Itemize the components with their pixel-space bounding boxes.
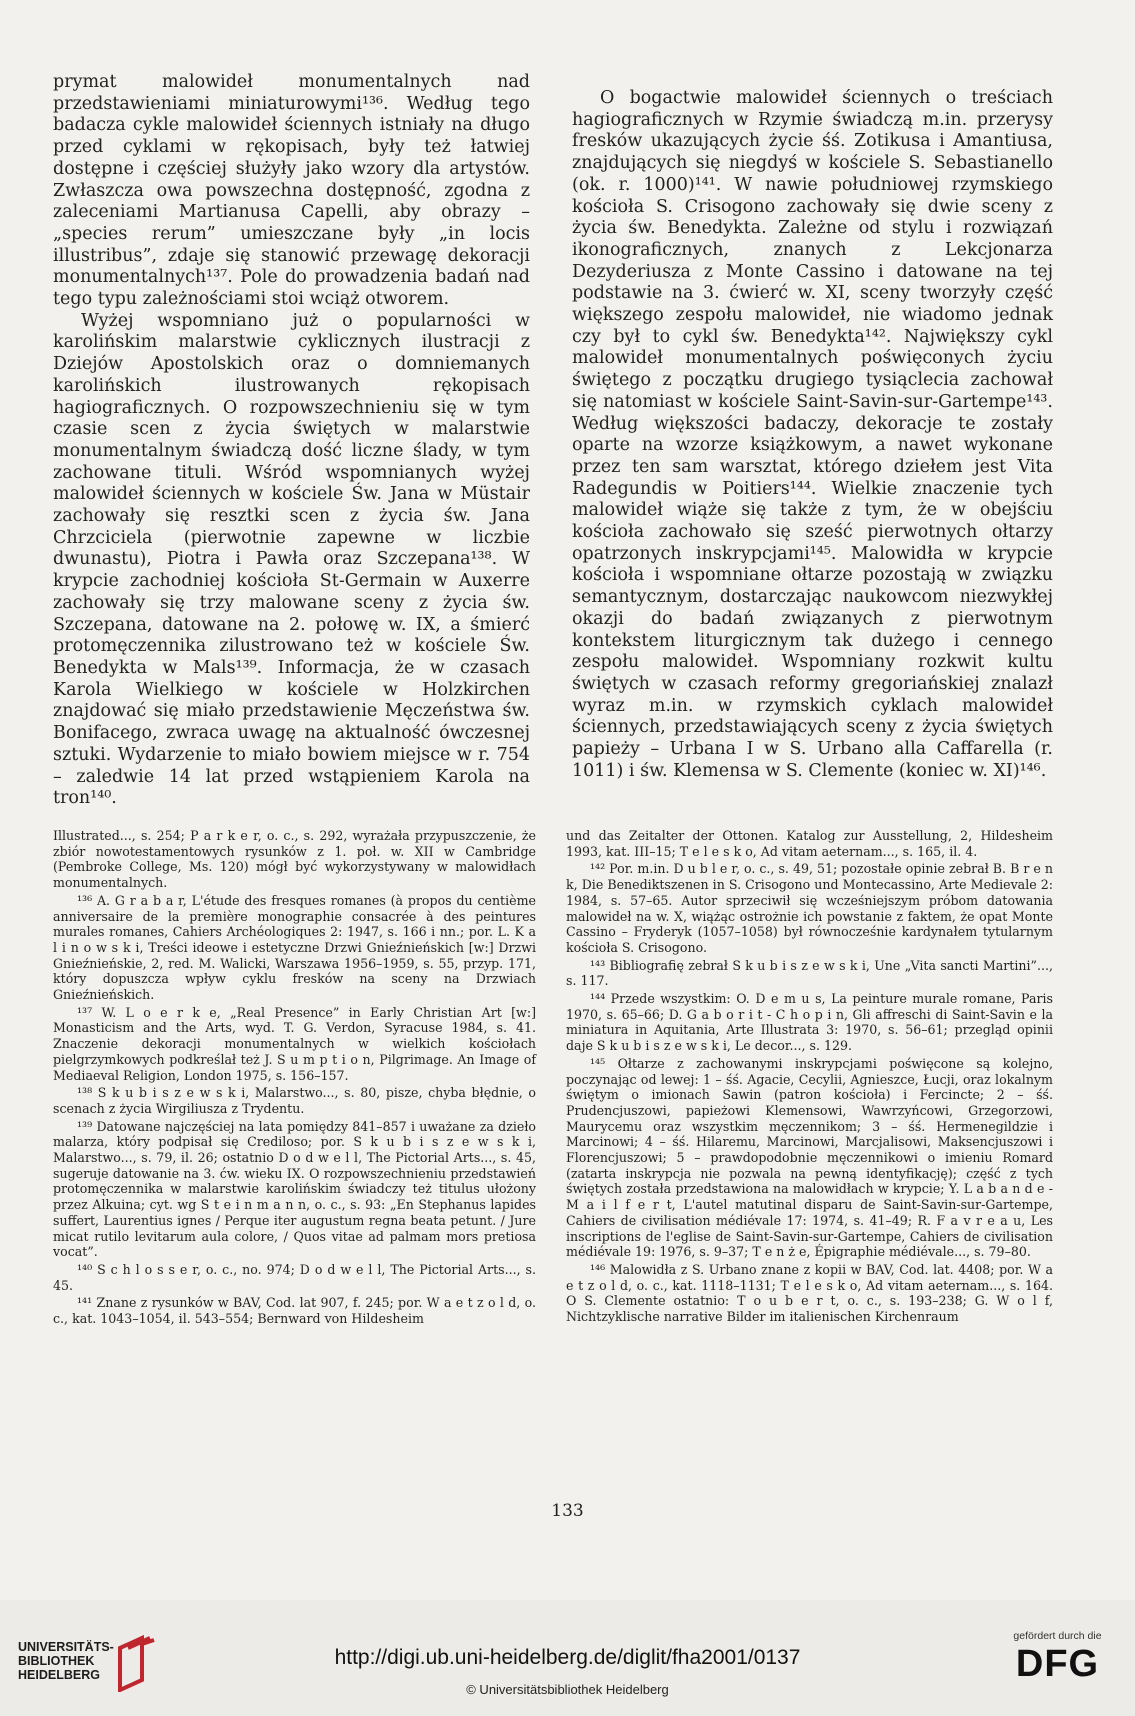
left-body-column [53,72,530,810]
funding-label: gefördert durch die [1013,1630,1102,1642]
footnote: ¹³⁶ A. G r a b a r, L'étude des fresques romanes (à propos du centième anniversaire de la première monographie consacrée à des peintures murales romanes, Cahiers Archéologiques 2: 1947, s. 166 i nn.; por. L. K a l i n o w s k i, Treści ideowe i estetyczne Drzwi Gnieźnieńskich [w:] Drzwi Gnieźnieńskie, 2, red. M. Walicki, Warszawa 1956–1959, s. 55, przyp. 171, który dopuszcza wpływ cyklu fresków na sceny na Drzwiach Gnieźnieńskich. [53,892,536,1003]
dfg-wordmark: DFG [1015,1643,1100,1685]
footnote: ¹³⁸ S k u b i s z e w s k i, Malarstwo..., s. 80, pisze, chyba błędnie, o scenach z życia Wirgiliusza z Trydentu. [53,1085,536,1116]
body-paragraph: O bogactwie malowideł ściennych o treściach hagiograficznych w Rzymie świadczą m.in. przerysy fresków ukazujących życie śś. Zotikusa i Amantiusa, znajdujących się niegdyś w kościele S. Sebastianello (ok. r. 1000)¹⁴¹. W nawie południowej rzymskiego kościoła S. Crisogono zachowały się dwie sceny z życia św. Benedykta. Zależne od stylu i rozwiązań ikonograficznych, znanych z Lekcjonarza Dezyderiusza z Monte Cassino i datowane na tej podstawie na 3. ćwierć w. XI, sceny tworzyły część większego zespołu malowideł, nie wiadomo jednak czy był to cykl św. Benedykta¹⁴². Największy cykl malowideł monumentalnych poświęconych życiu świętego z początku drugiego tysiąclecia zachował się natomiast w kościele Saint-Savin-sur-Gartempe¹⁴³. Według większości badaczy, dekoracje te zostały oparte na wzorze książkowym, a nawet wykonane przez ten sam warsztat, którego dziełem jest Vita Radegundis w Poitiers¹⁴⁴. Wielkie znaczenie tych malowideł wiąże się także z tym, że w obejściu kościoła zachowało się sześć pierwotnych ołtarzy opatrzonych inskrypcjami¹⁴⁵. Malowidła w krypcie kościoła i wspomniane ołtarze pozostają w związku semantycznym, dostarczając naukowcom niezwykłej okazji do badań związanych z pierwotnym kontekstem liturgicznym tak dużego i cennego zespołu malowideł. Wspomniany rozkwit kultu świętych w czasach reformy gregoriańskiej znalazł wyraz m.in. w rzymskich cyklach malowideł ściennych, przedstawiających sceny z życia świętych papieży – Urbana I w S. Urbano alla Caffarella (r. 1011) i św. Klemensa w S. Clemente (koniec w. XI)¹⁴⁶. [572,88,1053,781]
footnote: ¹³⁹ Datowane najczęściej na lata pomiędzy 841–857 i uważane za dzieło malarza, który podpisał się Crediloso; por. S k u b i s z e w s k i, Malarstwo..., s. 79, il. 26; ostatnio D o d w e l l, The Pictorial Arts..., s. 45, sugeruje datowanie na 3. ćw. wieku IX. O rozpowszechnieniu przedstawień protomęczennika w malarstwie karolińskim świadczy też titulus ułożony przez Alkuina; cyt. wg S t e i n m a n n, o. c., s. 93: „En Stephanus lapides suffert, Laurentius ignes / Perque iter augustum regna beata petunt. / Jure micat rutilo levitarum aula colore, / Quos vitae ad palmam mors pretiosa vocat”. [53,1118,536,1260]
dfg-logo [1000,1630,1115,1686]
library-name-line: UNIVERSITÄTS- [18,1640,114,1654]
body-paragraph: Wyżej wspomniano już o popularności w karolińskim malarstwie cyklicznych ilustracji z Dziejów Apostolskich oraz o domniemanych karolińskich ilustrowanych rękopisach hagiograficznych. O rozpowszechnieniu się w tym czasie scen z życia świętych w malarstwie monumentalnym świadczą dość liczne ślady, w tym zachowane tituli. Wśród wspomnianych wyżej malowideł ściennych w kościele Św. Jana w Müstair zachowały się resztki scen z życia św. Jana Chrzciciela (pierwotnie zapewne w liczbie dwunastu), Piotra i Pawła oraz Szczepana¹³⁸. W krypcie zachodniej kościoła St-Germain w Auxerre zachowały się trzy malowane sceny z życia św. Szczepana, datowane na 2. połowę w. IX, a śmierć protomęczennika zilustrowano też w kościele Św. Benedykta w Mals¹³⁹. Informacja, że w czasach Karola Wielkiego w kościele w Holzkirchen znajdować się miało przedstawienie Męczeństwa św. Bonifacego, zwraca uwagę na aktualność ówczesnej sztuki. Wydarzenie to miało bowiem miejsce w r. 754 – zaledwie 14 lat przed wstąpieniem Karola na tron¹⁴⁰. [53,310,530,809]
footnote: Illustrated..., s. 254; P a r k e r, o. c., s. 292, wyrażała przypuszczenie, że zbiór nowotestamentowych rysunków z 1. poł. w. XII w Cambridge (Pembroke College, Ms. 120) mógł być wykorzystywany w malowidłach monumentalnych. [53,828,536,891]
page-number: 133 [551,1501,584,1521]
footnote: und das Zeitalter der Ottonen. Katalog zur Ausstellung, 2, Hildesheim 1993, kat. III–15; T e l e s k o, Ad vitam aeternam..., s. 165, il. 4. [566,828,1053,859]
body-paragraph: prymat malowideł monumentalnych nad przedstawieniami miniaturowymi¹³⁶. Według tego badacza cykle malowideł ściennych istniały na długo przed cyklami w rękopisach, były też łatwiej dostępne i częściej służyły jako wzory dla artystów. Zwłaszcza owa powszechna dostępność, zgodna z zaleceniami Martianusa Capelli, aby obrazy – „species rerum” umieszczane były „in locis illustribus”, zdaje się stanowić przewagę dekoracji monumentalnych¹³⁷. Pole do prowadzenia badań nad tego typu zależnościami stoi wciąż otworem. [53,72,530,310]
right-body-column [572,88,1053,783]
right-footnotes [566,828,1053,1327]
footer-bar [0,1610,1135,1716]
document-url-link[interactable]: http://digi.ub.uni-heidelberg.de/diglit/fha2001/0137 [334,1646,801,1669]
library-name-line: HEIDELBERG [18,1668,100,1682]
footnote: ¹⁴⁵ Ołtarze z zachowanymi inskrypcjami poświęcone są kolejno, poczynając od lewej: 1 – śś. Agacie, Cecylii, Agnieszce, Łucji, oraz lokalnym świętym o imionach Sawin (patron kościoła) i Fercincte; 2 – śś. Prudencjuszowi, papieżowi Klemensowi, Wawrzyńcowi, Grzegorzowi, Maurycemu oraz wszystkim męczennikom; 3 – śś. Hermenegildzie i Marcinowi; 4 – śś. Hilaremu, Marcinowi, Marcjalisowi, Maksencjuszowi i Florencjuszowi; 5 – prawdopodobnie męczennikowi o imieniu Romard (zatarta inskrypcja nie pozwala na pewną identyfikację); część z tych świętych została przedstawiona na malowidłach w krypcie; Y. L a b a n d e - M a i l f e r t, L'autel matutinal disparu de Saint-Savin-sur-Gartempe, Cahiers de civilisation médiévale 17: 1974, s. 41–49; R. F a v r e a u, Les inscriptions de l'eglise de Saint-Savin-sur-Gartempe, Cahiers de civilisation médiévale 19: 1976, s. 9–37; T e n ż e, Épigraphie médiévale..., s. 79–80. [566,1055,1053,1260]
footnote: ¹⁴⁶ Malowidła z S. Urbano znane z kopii w BAV, Cod. lat. 4408; por. W a e t z o l d, o. c., kat. 1118–1131; T e l e s k o, Ad vitam aeternam..., s. 164. O S. Clemente ostatnio: T o u b e r t, o. c., s. 193–238; G. W o l f, Nichtzyklische narrative Bilder im italienischen Kirchenraum [566,1261,1053,1325]
footnote: ¹³⁷ W. L o e r k e, „Real Presence” in Early Christian Art [w:] Monasticism and the Arts, wyd. T. G. Verdon, Syracuse 1984, s. 41. Znaczenie dekoracji monumentalnych w wielkich kościołach pielgrzymkowych podkreślał też J. S u m p t i o n, Pilgrimage. An Image of Mediaeval Religion, London 1975, s. 156–157. [53,1004,536,1083]
copyright-notice: © Universitätsbibliothek Heidelberg [466,1682,669,1697]
footnote: ¹⁴¹ Znane z rysunków w BAV, Cod. lat 907, f. 245; por. W a e t z o l d, o. c., kat. 1043–1054, il. 543–554; Bernward von Hildesheim [53,1295,536,1327]
footnote: ¹⁴⁴ Przede wszystkim: O. D e m u s, La peinture murale romane, Paris 1970, s. 65–66; D. G a b o r i t - C h o p i n, Gli affreschi di Saint-Savin e la miniatura in Aquitania, Arte Illustrata 3: 1970, s. 56–61; przegląd opinii daje S k u b i s z e w s k i, Le decor..., s. 129. [566,991,1053,1054]
footnote: ¹⁴² Por. m.in. D u b l e r, o. c., s. 49, 51; pozostałe opinie zebrał B. B r e n k, Die Benediktszenen in S. Crisogono und Montecassino, Arte Medievale 2: 1984, s. 57–65. Autor sprzeciwił się wcześniejszym próbom datowania malowideł na w. X, wiążąc ostrożnie ich powstanie z faktem, że opat Monte Cassino – Fryderyk (1057–1058) był równocześnie kardynałem tytularnym kościoła S. Crisogono. [566,861,1053,955]
library-name-line: BIBLIOTHEK [18,1654,95,1668]
left-footnotes [53,828,536,1329]
footnote: ¹⁴³ Bibliografię zebrał S k u b i s z e w s k i, Une „Vita sancti Martini”..., s. 117. [566,957,1053,989]
footnote: ¹⁴⁰ S c h l o s s e r, o. c., no. 974; D o d w e l l, The Pictorial Arts..., s. 45. [53,1261,536,1293]
